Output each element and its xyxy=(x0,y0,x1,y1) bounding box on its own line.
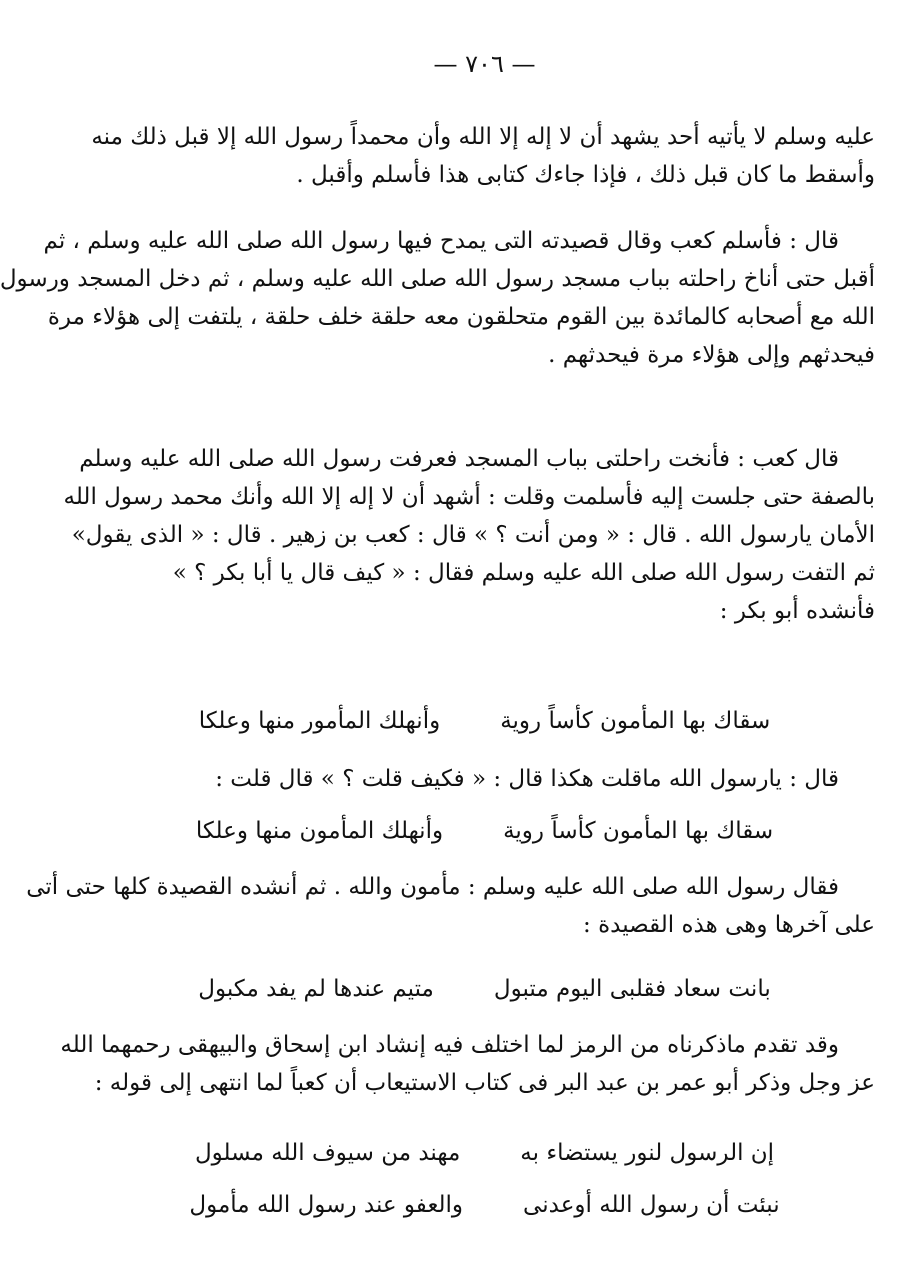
verse-first-hemistich: إن الرسول لنور يستضاء به xyxy=(520,1140,775,1166)
text-line: فيحدثهم وإلى هؤلاء مرة فيحدثهم . xyxy=(548,342,875,368)
verse-second-hemistich: متيم عندها لم يفد مكبول xyxy=(198,976,434,1002)
text-line: فأنشده أبو بكر : xyxy=(719,598,875,624)
verse-second-hemistich: والعفو عند رسول الله مأمول xyxy=(189,1192,464,1218)
text-line: عليه وسلم لا يأتيه أحد يشهد أن لا إله إلا الله وأن محمداً رسول الله إلا قبل ذلك منه xyxy=(91,124,875,150)
verse-second-hemistich: مهند من سيوف الله مسلول xyxy=(194,1140,461,1166)
text-line: وقد تقدم ماذكرناه من الرمز لما اختلف فيه إنشاد ابن إسحاق والبيهقى رحمهما الله xyxy=(60,1032,839,1058)
verse-first-hemistich: بانت سعاد فقلبى اليوم متبول xyxy=(493,976,771,1002)
page-number: — ٧٠٦ — xyxy=(433,50,536,78)
text-line: قال : يارسول الله ماقلت هكذا قال : « فكيف قلت ؟ » قال قلت : xyxy=(215,766,839,792)
verse-3 xyxy=(102,970,867,1008)
paragraph-4 xyxy=(26,868,875,944)
verse-first-hemistich: سقاك بها المأمون كأساً روية xyxy=(500,708,771,734)
text-line: الله مع أصحابه كالمائدة بين القوم متحلقون معه حلقة خلف حلقة ، يلتفت إلى هؤلاء مرة xyxy=(47,304,875,330)
paragraph-1 xyxy=(91,118,875,194)
verse-second-hemistich: وأنهلك المأمون منها وعلكا xyxy=(195,818,444,844)
text-line: وأسقط ما كان قبل ذلك ، فإذا جاءك كتابى هذا فأسلم وأقبل . xyxy=(296,162,875,188)
text-line: على آخرها وهى هذه القصيدة : xyxy=(583,912,875,938)
text-line: فقال رسول الله صلى الله عليه وسلم : مأمون والله . ثم أنشده القصيدة كلها حتى أتى xyxy=(26,874,839,900)
text-line: قال : فأسلم كعب وقال قصيدته التى يمدح فيها رسول الله صلى الله عليه وسلم ، ثم xyxy=(43,228,839,254)
verse-4 xyxy=(102,1134,867,1172)
verse-1 xyxy=(102,702,867,740)
paragraph-5 xyxy=(60,1026,875,1102)
verse-first-hemistich: نبئت أن رسول الله أوعدنى xyxy=(523,1192,780,1218)
paragraph-verse-intro xyxy=(100,760,875,798)
text-line: قال كعب : فأنخت راحلتى بباب المسجد فعرفت رسول الله صلى الله عليه وسلم xyxy=(79,446,839,472)
text-line: عز وجل وذكر أبو عمر بن عبد البر فى كتاب الاستيعاب أن كعباً لما انتهى إلى قوله : xyxy=(94,1070,875,1096)
text-line: ثم التفت رسول الله صلى الله عليه وسلم فقال : « كيف قال يا أبا بكر ؟ » xyxy=(172,560,875,586)
text-line: أقبل حتى أناخ راحلته بباب مسجد رسول الله صلى الله عليه وسلم ، ثم دخل المسجد ورسول xyxy=(0,266,875,292)
verse-5 xyxy=(102,1186,867,1224)
verse-first-hemistich: سقاك بها المأمون كأساً روية xyxy=(503,818,774,844)
verse-2 xyxy=(102,812,867,850)
paragraph-2 xyxy=(0,222,875,374)
paragraph-3 xyxy=(63,440,875,630)
text-line: بالصفة حتى جلست إليه فأسلمت وقلت : أشهد أن لا إله إلا الله وأنك محمد رسول الله xyxy=(63,484,875,510)
text-line: الأمان يارسول الله . قال : « ومن أنت ؟ » قال : كعب بن زهير . قال : « الذى يقول» xyxy=(71,522,875,548)
verse-second-hemistich: وأنهلك المأمور منها وعلكا xyxy=(198,708,441,734)
